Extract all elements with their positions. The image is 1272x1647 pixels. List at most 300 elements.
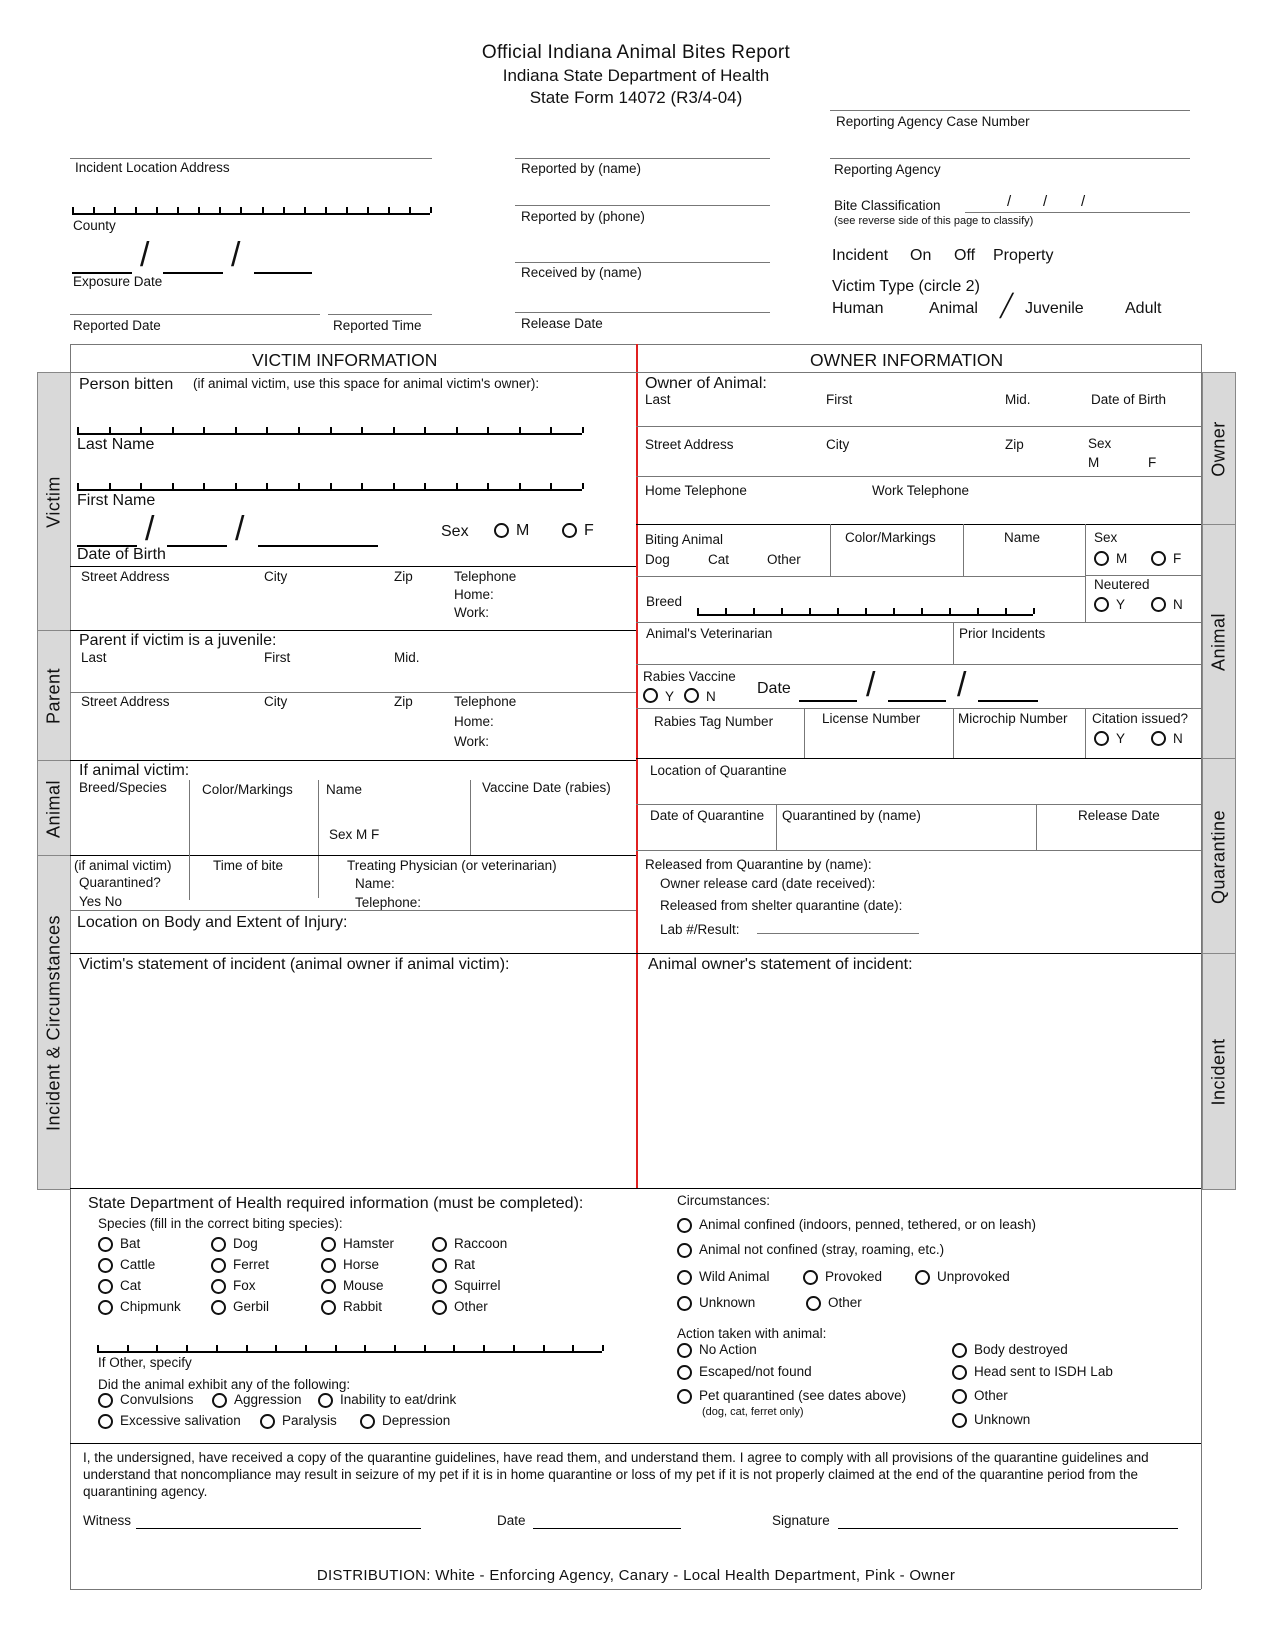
victim-sex-f-label: F — [584, 522, 594, 539]
comb-tick — [1005, 608, 1007, 614]
lab-result-label: Lab #/Result: — [660, 922, 740, 937]
victim-telephone-label: Telephone — [454, 569, 517, 584]
action-no-action-label: No Action — [699, 1342, 757, 1357]
neutered-n-label: N — [1173, 597, 1183, 612]
if-animal-victim-label: (if animal victim) — [74, 858, 172, 873]
av-sex-label[interactable]: Sex M F — [329, 827, 380, 842]
shelter-release-label: Released from shelter quarantine (date): — [660, 898, 903, 913]
physician-name-label: Name: — [355, 876, 395, 891]
comb-tick — [550, 427, 552, 433]
quarantined-label: Quarantined? — [79, 875, 161, 890]
department: Indiana State Department of Health — [502, 66, 770, 85]
parent-street-label: Street Address — [81, 694, 170, 709]
comb-tick — [388, 207, 390, 213]
action-label: Action taken with animal: — [677, 1326, 827, 1341]
comb-tick — [921, 608, 923, 614]
symptom-aggression-label: Aggression — [234, 1392, 302, 1407]
comb-tick — [424, 1345, 426, 1351]
signature-field[interactable] — [838, 1528, 1178, 1529]
biting-cat[interactable]: Cat — [708, 552, 730, 567]
symptom-convulsions-label: Convulsions — [120, 1392, 194, 1407]
circ-provoked-radio[interactable] — [803, 1270, 818, 1285]
species-gerbil-radio[interactable] — [211, 1300, 226, 1315]
comb-tick — [330, 427, 332, 433]
symptom-depression-label: Depression — [382, 1413, 451, 1428]
tab-victim: Victim — [37, 372, 71, 632]
tab-owner: Owner — [1202, 372, 1236, 526]
comb-tick — [367, 207, 369, 213]
victim-street-label: Street Address — [81, 569, 170, 584]
symptom-convulsions-radio[interactable] — [98, 1393, 113, 1408]
av-breed-label: Breed/Species — [79, 780, 167, 795]
comb-tick — [330, 483, 332, 489]
victim-zip-label: Zip — [394, 569, 413, 584]
circ-animal-confined-indoors-penned-tethered-or-on-leash-label: Animal confined (indoors, penned, tethered, or on leash) — [699, 1217, 1036, 1232]
species-mouse-label: Mouse — [343, 1278, 384, 1293]
comb-tick — [156, 1345, 158, 1351]
comb-tick — [865, 608, 867, 614]
species-ferret-radio[interactable] — [211, 1258, 226, 1273]
symptom-paralysis-radio[interactable] — [260, 1414, 275, 1429]
rabies-vaccine-label: Rabies Vaccine — [643, 669, 736, 684]
reported-by-phone-label: Reported by (phone) — [521, 209, 645, 224]
species-mouse-radio[interactable] — [321, 1279, 336, 1294]
reported-by-name-label: Reported by (name) — [521, 161, 642, 176]
last-name-label: Last Name — [77, 436, 155, 453]
license-label: License Number — [822, 711, 921, 726]
owner-street-label: Street Address — [645, 437, 734, 452]
circ-animal-confined-indoors-penned-tethered-or-on-leash-radio[interactable] — [677, 1218, 692, 1233]
species-raccoon-label: Raccoon — [454, 1236, 508, 1251]
dob-label: Date of Birth — [77, 546, 166, 563]
victim-home-label: Home: — [454, 587, 494, 602]
form-number: State Form 14072 (R3/4-04) — [529, 88, 743, 107]
victim-sex-m-label: M — [516, 522, 530, 539]
owner-sex-label: Sex — [1088, 436, 1112, 451]
action-no-action-radio[interactable] — [677, 1343, 692, 1358]
circ-unprovoked-radio[interactable] — [915, 1270, 930, 1285]
species-cat-label: Cat — [120, 1278, 142, 1293]
circ-animal-not-confined-stray-roaming-etc-label: Animal not confined (stray, roaming, etc.) — [699, 1242, 945, 1257]
circ-unknown-radio[interactable] — [677, 1296, 692, 1311]
comb-tick — [977, 608, 979, 614]
neutered-label: Neutered — [1094, 577, 1150, 592]
species-squirrel-label: Squirrel — [454, 1278, 501, 1293]
comb-tick — [109, 483, 111, 489]
comb-tick — [203, 427, 205, 433]
comb-tick — [394, 1345, 396, 1351]
tab-animal-left: Animal — [37, 760, 71, 857]
species-cat-radio[interactable] — [98, 1279, 113, 1294]
ba-sex-f-radio[interactable] — [1151, 551, 1166, 566]
comb-tick — [275, 1345, 277, 1351]
state-required-heading: State Department of Health required information (must be completed): — [88, 1195, 584, 1212]
comb-tick — [235, 427, 237, 433]
comb-tick — [325, 207, 327, 213]
species-rabbit-label: Rabbit — [343, 1299, 383, 1314]
comb-tick — [135, 207, 137, 213]
bite-class-note: (see reverse side of this page to classify) — [834, 215, 1034, 227]
species-hamster-radio[interactable] — [321, 1237, 336, 1252]
neutered-y-label: Y — [1116, 597, 1126, 612]
parent-telephone-label: Telephone — [454, 694, 517, 709]
comb-tick — [519, 427, 521, 433]
comb-tick — [483, 1345, 485, 1351]
circ-unknown-label: Unknown — [699, 1295, 756, 1310]
victim-sex-f-radio[interactable] — [562, 523, 577, 538]
comb-tick — [513, 1345, 515, 1351]
comb-tick — [93, 207, 95, 213]
owner-sex-m[interactable]: M — [1088, 455, 1100, 470]
symptom-aggression-radio[interactable] — [212, 1393, 227, 1408]
comb-tick — [203, 483, 205, 489]
comb-tick — [456, 427, 458, 433]
date-quarantine-label: Date of Quarantine — [650, 808, 765, 823]
symptom-excessive-salivation-radio[interactable] — [98, 1414, 113, 1429]
comb-tick — [582, 427, 584, 433]
victim-heading: VICTIM INFORMATION — [252, 350, 438, 370]
comb-tick — [361, 427, 363, 433]
ba-sex-m-radio[interactable] — [1094, 551, 1109, 566]
tag-number-label: Rabies Tag Number — [654, 714, 774, 729]
comb-tick — [697, 608, 699, 614]
prior-incidents-label: Prior Incidents — [959, 626, 1046, 641]
comb-tick — [837, 608, 839, 614]
comb-tick — [72, 207, 74, 213]
comb-tick — [172, 427, 174, 433]
location-quarantine-label: Location of Quarantine — [650, 763, 787, 778]
comb-tick — [487, 427, 489, 433]
circ-unprovoked-label: Unprovoked — [937, 1269, 1010, 1284]
release-date-top-label: Release Date — [521, 316, 603, 331]
symptom-inability-to-eat-drink-radio[interactable] — [318, 1393, 333, 1408]
action-pet-quarantined-see-dates-above-radio[interactable] — [677, 1389, 692, 1404]
comb-tick — [781, 608, 783, 614]
animal-victim-label: If animal victim: — [79, 762, 190, 779]
reported-date-label: Reported Date — [73, 318, 161, 333]
rabies-y-label: Y — [665, 689, 675, 704]
agreement-text: I, the undersigned, have received a copy of the quarantine guidelines, have read them, and understand them. I agree to comply with all provisions of the quarantine guidelines and understand that noncompliance may result in seizure of my pet if it is in home quarantine or loss of my pet if it is not properly claimed at the end of the quarantine period from the quarantining agency. — [83, 1450, 1149, 1499]
comb-tick — [602, 1345, 604, 1351]
citation-n-label: N — [1173, 731, 1183, 746]
tab-parent: Parent — [37, 630, 71, 762]
circ-animal-not-confined-stray-roaming-etc-radio[interactable] — [677, 1243, 692, 1258]
neutered-y-radio[interactable] — [1094, 597, 1109, 612]
av-vaccine-label: Vaccine Date (rabies) — [482, 780, 611, 795]
incident-label: Incident — [832, 247, 889, 264]
species-cattle-label: Cattle — [120, 1257, 156, 1272]
parent-mid-label: Mid. — [394, 650, 420, 665]
comb-tick — [550, 483, 552, 489]
species-chipmunk-label: Chipmunk — [120, 1299, 181, 1314]
witness-field[interactable] — [136, 1528, 421, 1529]
q-release-date-label: Release Date — [1078, 808, 1160, 823]
action-head-sent-to-isdh-lab-label: Head sent to ISDH Lab — [974, 1364, 1113, 1379]
av-color-label: Color/Markings — [202, 782, 293, 797]
breed-label: Breed — [646, 594, 683, 609]
victim-sex-m-radio[interactable] — [494, 523, 509, 538]
victim-juvenile-option[interactable]: Juvenile — [1025, 300, 1084, 317]
comb-tick — [519, 483, 521, 489]
species-cattle-radio[interactable] — [98, 1258, 113, 1273]
rabies-y-radio[interactable] — [643, 688, 658, 703]
biting-animal-label: Biting Animal — [645, 532, 724, 547]
witness-label: Witness — [83, 1513, 132, 1528]
comb-tick — [298, 427, 300, 433]
species-label: Species (fill in the correct biting species): — [98, 1216, 343, 1231]
comb-tick — [77, 483, 79, 489]
comb-tick — [109, 427, 111, 433]
citation-y-radio[interactable] — [1094, 731, 1109, 746]
county-label: County — [73, 218, 116, 233]
victim-city-label: City — [264, 569, 288, 584]
parent-last-label: Last — [81, 650, 107, 665]
person-bitten-note: (if animal victim, use this space for animal victim's owner): — [193, 376, 540, 391]
quarantined-by-label: Quarantined by (name) — [782, 808, 921, 823]
parent-work-label: Work: — [454, 734, 490, 749]
action-head-sent-to-isdh-lab-radio[interactable] — [952, 1365, 967, 1380]
bite-class-label: Bite Classification — [834, 198, 941, 213]
species-bat-label: Bat — [120, 1236, 141, 1251]
agreement-date-field[interactable] — [533, 1528, 681, 1529]
comb-tick — [409, 207, 411, 213]
species-chipmunk-radio[interactable] — [98, 1300, 113, 1315]
victim-sex-label: Sex — [441, 523, 469, 540]
tab-quarantine: Quarantine — [1202, 758, 1236, 955]
comb-tick — [335, 1345, 337, 1351]
species-fox-label: Fox — [233, 1278, 256, 1293]
ba-sex-m-label: M — [1116, 551, 1128, 566]
comb-tick — [127, 1345, 129, 1351]
citation-label: Citation issued? — [1092, 711, 1189, 726]
exposure-date-label: Exposure Date — [73, 274, 163, 289]
comb-tick — [487, 483, 489, 489]
owner-sex-f[interactable]: F — [1148, 455, 1157, 470]
comb-tick — [361, 483, 363, 489]
parent-zip-label: Zip — [394, 694, 413, 709]
parent-home-label: Home: — [454, 714, 494, 729]
action-other-radio[interactable] — [952, 1389, 967, 1404]
species-other-radio[interactable] — [432, 1300, 447, 1315]
action-other-label: Other — [974, 1388, 1008, 1403]
tab-animal-right: Animal — [1202, 524, 1236, 760]
owner-statement-label: Animal owner's statement of incident: — [648, 956, 913, 973]
agreement-date-label: Date — [497, 1513, 526, 1528]
species-fox-radio[interactable] — [211, 1279, 226, 1294]
comb-tick — [430, 207, 432, 213]
lab-result-field[interactable] — [757, 933, 919, 934]
comb-tick — [304, 207, 306, 213]
rabies-n-label: N — [706, 689, 716, 704]
comb-tick — [177, 207, 179, 213]
comb-tick — [582, 483, 584, 489]
action-unknown-radio[interactable] — [952, 1413, 967, 1428]
comb-tick — [198, 207, 200, 213]
victim-type-label: Victim Type (circle 2) — [832, 278, 980, 295]
victim-statement-area[interactable] — [72, 978, 632, 1183]
if-other-label: If Other, specify — [98, 1355, 192, 1370]
citation-y-label: Y — [1116, 731, 1126, 746]
comb-tick — [283, 207, 285, 213]
comb-tick — [753, 608, 755, 614]
comb-tick — [424, 483, 426, 489]
comb-tick — [216, 1345, 218, 1351]
parent-label: Parent if victim is a juvenile: — [79, 632, 277, 649]
owner-dob-label: Date of Birth — [1091, 392, 1167, 407]
species-hamster-label: Hamster — [343, 1236, 395, 1251]
tab-incident-circumstances: Incident & Circumstances — [37, 855, 71, 1190]
owner-heading: OWNER INFORMATION — [810, 350, 1004, 370]
circ-wild-animal-label: Wild Animal — [699, 1269, 770, 1284]
action-unknown-label: Unknown — [974, 1412, 1031, 1427]
comb-tick — [219, 207, 221, 213]
victim-human-option[interactable]: Human — [832, 300, 884, 317]
owner-release-card-label: Owner release card (date received): — [660, 876, 876, 891]
vet-label: Animal's Veterinarian — [646, 626, 773, 641]
case-number-label: Reporting Agency Case Number — [836, 114, 1030, 129]
action-escaped-not-found-label: Escaped/not found — [699, 1364, 812, 1379]
comb-tick — [97, 1345, 99, 1351]
circ-wild-animal-radio[interactable] — [677, 1270, 692, 1285]
species-other-label: Other — [454, 1299, 488, 1314]
action-escaped-not-found-radio[interactable] — [677, 1365, 692, 1380]
comb-tick — [77, 427, 79, 433]
comb-tick — [262, 207, 264, 213]
species-rat-label: Rat — [454, 1257, 476, 1272]
comb-tick — [949, 608, 951, 614]
rabies-n-radio[interactable] — [684, 688, 699, 703]
species-bat-radio[interactable] — [98, 1237, 113, 1252]
distribution-footer: DISTRIBUTION: White - Enforcing Agency, Canary - Local Health Department, Pink - Owner — [316, 1567, 956, 1584]
circ-other-label: Other — [828, 1295, 862, 1310]
comb-tick — [114, 207, 116, 213]
comb-tick — [186, 1345, 188, 1351]
symptom-excessive-salivation-label: Excessive salivation — [120, 1413, 241, 1428]
species-rat-radio[interactable] — [432, 1258, 447, 1273]
species-squirrel-radio[interactable] — [432, 1279, 447, 1294]
comb-tick — [266, 483, 268, 489]
comb-tick — [298, 483, 300, 489]
home-telephone-label: Home Telephone — [645, 483, 747, 498]
ba-sex-f-label: F — [1173, 551, 1182, 566]
biting-other[interactable]: Other — [767, 552, 801, 567]
victim-adult-option[interactable]: Adult — [1125, 300, 1162, 317]
ba-sex-label: Sex — [1094, 530, 1118, 545]
action-body-destroyed-radio[interactable] — [952, 1343, 967, 1358]
first-name-label: First Name — [77, 492, 156, 509]
on-option[interactable]: On — [910, 247, 932, 264]
species-dog-radio[interactable] — [211, 1237, 226, 1252]
comb-tick — [424, 427, 426, 433]
comb-tick — [393, 483, 395, 489]
comb-tick — [172, 483, 174, 489]
comb-tick — [140, 483, 142, 489]
comb-tick — [364, 1345, 366, 1351]
species-horse-radio[interactable] — [321, 1258, 336, 1273]
comb-tick — [156, 207, 158, 213]
reporting-agency-label: Reporting Agency — [834, 162, 941, 177]
released-by-label: Released from Quarantine by (name): — [645, 857, 872, 872]
circ-provoked-label: Provoked — [825, 1269, 883, 1284]
physician-telephone-label: Telephone: — [355, 895, 422, 910]
time-of-bite-label: Time of bite — [213, 858, 284, 873]
comb-tick — [346, 207, 348, 213]
action-pet-quarantined-see-dates-above-label: Pet quarantined (see dates above) — [699, 1388, 907, 1403]
person-bitten-label: Person bitten — [79, 376, 174, 393]
victim-animal-option[interactable]: Animal — [929, 300, 978, 317]
work-telephone-label: Work Telephone — [872, 483, 970, 498]
comb-tick — [572, 1345, 574, 1351]
owner-mid-label: Mid. — [1005, 392, 1031, 407]
action-body-destroyed-label: Body destroyed — [974, 1342, 1068, 1357]
property-label: Property — [993, 247, 1054, 264]
rabies-date-label: Date — [757, 680, 791, 697]
microchip-label: Microchip Number — [958, 711, 1068, 726]
av-name-label: Name — [326, 782, 363, 797]
parent-first-label: First — [264, 650, 291, 665]
citation-n-radio[interactable] — [1151, 731, 1166, 746]
biting-dog[interactable]: Dog — [645, 552, 670, 567]
treating-physician-label: Treating Physician (or veterinarian) — [347, 858, 557, 873]
off-option[interactable]: Off — [954, 247, 976, 264]
owner-statement-area[interactable] — [640, 978, 1198, 1183]
parent-city-label: City — [264, 694, 288, 709]
comb-tick — [453, 1345, 455, 1351]
comb-tick — [393, 427, 395, 433]
species-dog-label: Dog — [233, 1236, 258, 1251]
comb-tick — [235, 483, 237, 489]
comb-tick — [305, 1345, 307, 1351]
comb-tick — [456, 483, 458, 489]
owner-of-animal-label: Owner of Animal: — [645, 375, 767, 392]
owner-zip-label: Zip — [1005, 437, 1024, 452]
owner-last-label: Last — [645, 392, 671, 407]
species-gerbil-label: Gerbil — [233, 1299, 270, 1314]
comb-tick — [893, 608, 895, 614]
symptom-depression-radio[interactable] — [360, 1414, 375, 1429]
location-injury-label: Location on Body and Extent of Injury: — [77, 914, 348, 931]
comb-tick — [809, 608, 811, 614]
received-by-label: Received by (name) — [521, 265, 642, 280]
comb-tick — [240, 207, 242, 213]
circumstances-label: Circumstances: — [677, 1193, 771, 1208]
victim-statement-label: Victim's statement of incident (animal owner if animal victim): — [79, 956, 510, 973]
tab-incident-right: Incident — [1202, 953, 1236, 1190]
comb-tick — [725, 608, 727, 614]
species-rabbit-radio[interactable] — [321, 1300, 336, 1315]
owner-city-label: City — [826, 437, 850, 452]
symptom-inability-to-eat-drink-label: Inability to eat/drink — [340, 1392, 457, 1407]
breed-field[interactable] — [697, 614, 1033, 616]
signature-label: Signature — [772, 1513, 830, 1528]
incident-location-label: Incident Location Address — [75, 160, 230, 175]
victim-work-label: Work: — [454, 605, 490, 620]
neutered-n-radio[interactable] — [1151, 597, 1166, 612]
ba-name-label: Name — [1004, 530, 1041, 545]
quarantined-yes-no[interactable]: Yes No — [79, 894, 123, 909]
species-ferret-label: Ferret — [233, 1257, 270, 1272]
owner-first-label: First — [826, 392, 853, 407]
comb-tick — [266, 427, 268, 433]
species-horse-label: Horse — [343, 1257, 380, 1272]
comb-tick — [543, 1345, 545, 1351]
species-raccoon-radio[interactable] — [432, 1237, 447, 1252]
circ-other-radio[interactable] — [806, 1296, 821, 1311]
comb-tick — [140, 427, 142, 433]
form-title: Official Indiana Animal Bites Report — [481, 42, 791, 63]
exhibit-label: Did the animal exhibit any of the following: — [98, 1377, 351, 1392]
symptom-paralysis-label: Paralysis — [282, 1413, 337, 1428]
